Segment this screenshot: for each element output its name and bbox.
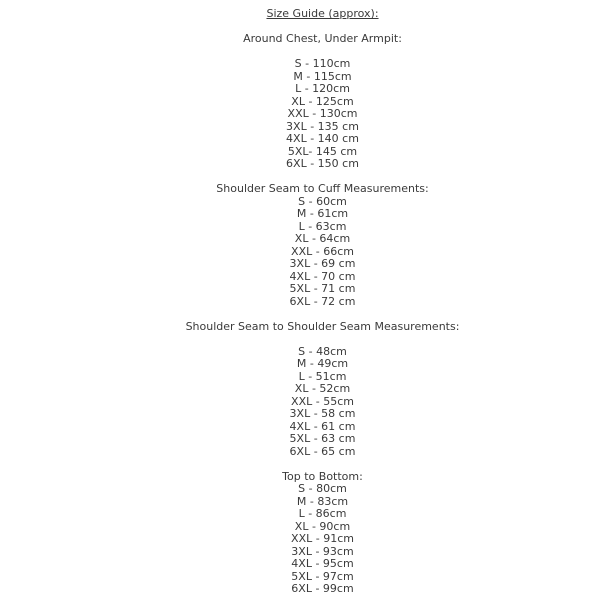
size-row: 3XL - 135 cm — [286, 119, 359, 133]
size-row: M - 83cm — [296, 494, 349, 508]
section-header-chest: Around Chest, Under Armpit: — [243, 32, 402, 45]
section-chest — [45, 33, 600, 171]
size-row: 6XL - 65 cm — [289, 444, 356, 458]
size-row: 6XL - 72 cm — [289, 294, 356, 308]
size-row: 5XL - 63 cm — [289, 432, 356, 445]
size-row: M - 61cm — [296, 207, 349, 220]
size-row: XL - 125cm — [291, 94, 354, 108]
size-row: 5XL- 145 cm — [287, 144, 358, 158]
page-title: Size Guide (approx): — [266, 7, 379, 20]
size-row: XL - 90cm — [294, 519, 351, 533]
size-row: S - 48cm — [298, 344, 347, 358]
size-row: L - 120cm — [295, 82, 350, 95]
size-row: 5XL - 71 cm — [289, 282, 356, 295]
size-row: 6XL - 99cm — [291, 582, 354, 595]
size-row: L - 63cm — [298, 219, 347, 233]
size-row: XXL - 91cm — [291, 532, 354, 545]
section-header-sleeve: Shoulder Seam to Cuff Measurements: — [216, 182, 429, 195]
size-row: M - 115cm — [293, 69, 352, 83]
size-row: S - 110cm — [294, 57, 351, 70]
size-row: XXL - 55cm — [291, 394, 354, 408]
section-header-shoulder: Shoulder Seam to Shoulder Seam Measurements: — [185, 319, 460, 333]
size-row: 4XL - 61 cm — [289, 419, 356, 433]
section-header-length: Top to Bottom: — [282, 469, 363, 483]
size-row: M - 49cm — [296, 357, 349, 370]
size-row: 3XL - 58 cm — [289, 407, 356, 420]
size-row: 6XL - 150 cm — [286, 157, 359, 170]
size-row: L - 51cm — [298, 369, 347, 383]
size-row: 4XL - 95cm — [291, 557, 354, 570]
section-shoulder — [45, 321, 600, 459]
size-row: 5XL - 97cm — [291, 569, 354, 583]
size-row: S - 60cm — [298, 194, 347, 208]
size-row: 3XL - 69 cm — [289, 257, 356, 270]
size-row: XXL - 66cm — [291, 244, 354, 258]
size-row: S - 80cm — [298, 482, 347, 495]
size-row: 4XL - 140 cm — [286, 132, 359, 145]
size-row: XL - 52cm — [294, 382, 351, 395]
size-row: L - 86cm — [298, 507, 347, 520]
size-row: 3XL - 93cm — [291, 544, 354, 558]
size-row: XL - 64cm — [294, 232, 351, 245]
size-row: 4XL - 70 cm — [289, 269, 356, 283]
section-length — [45, 471, 600, 596]
section-sleeve — [45, 183, 600, 308]
size-row: XXL - 130cm — [287, 107, 358, 120]
